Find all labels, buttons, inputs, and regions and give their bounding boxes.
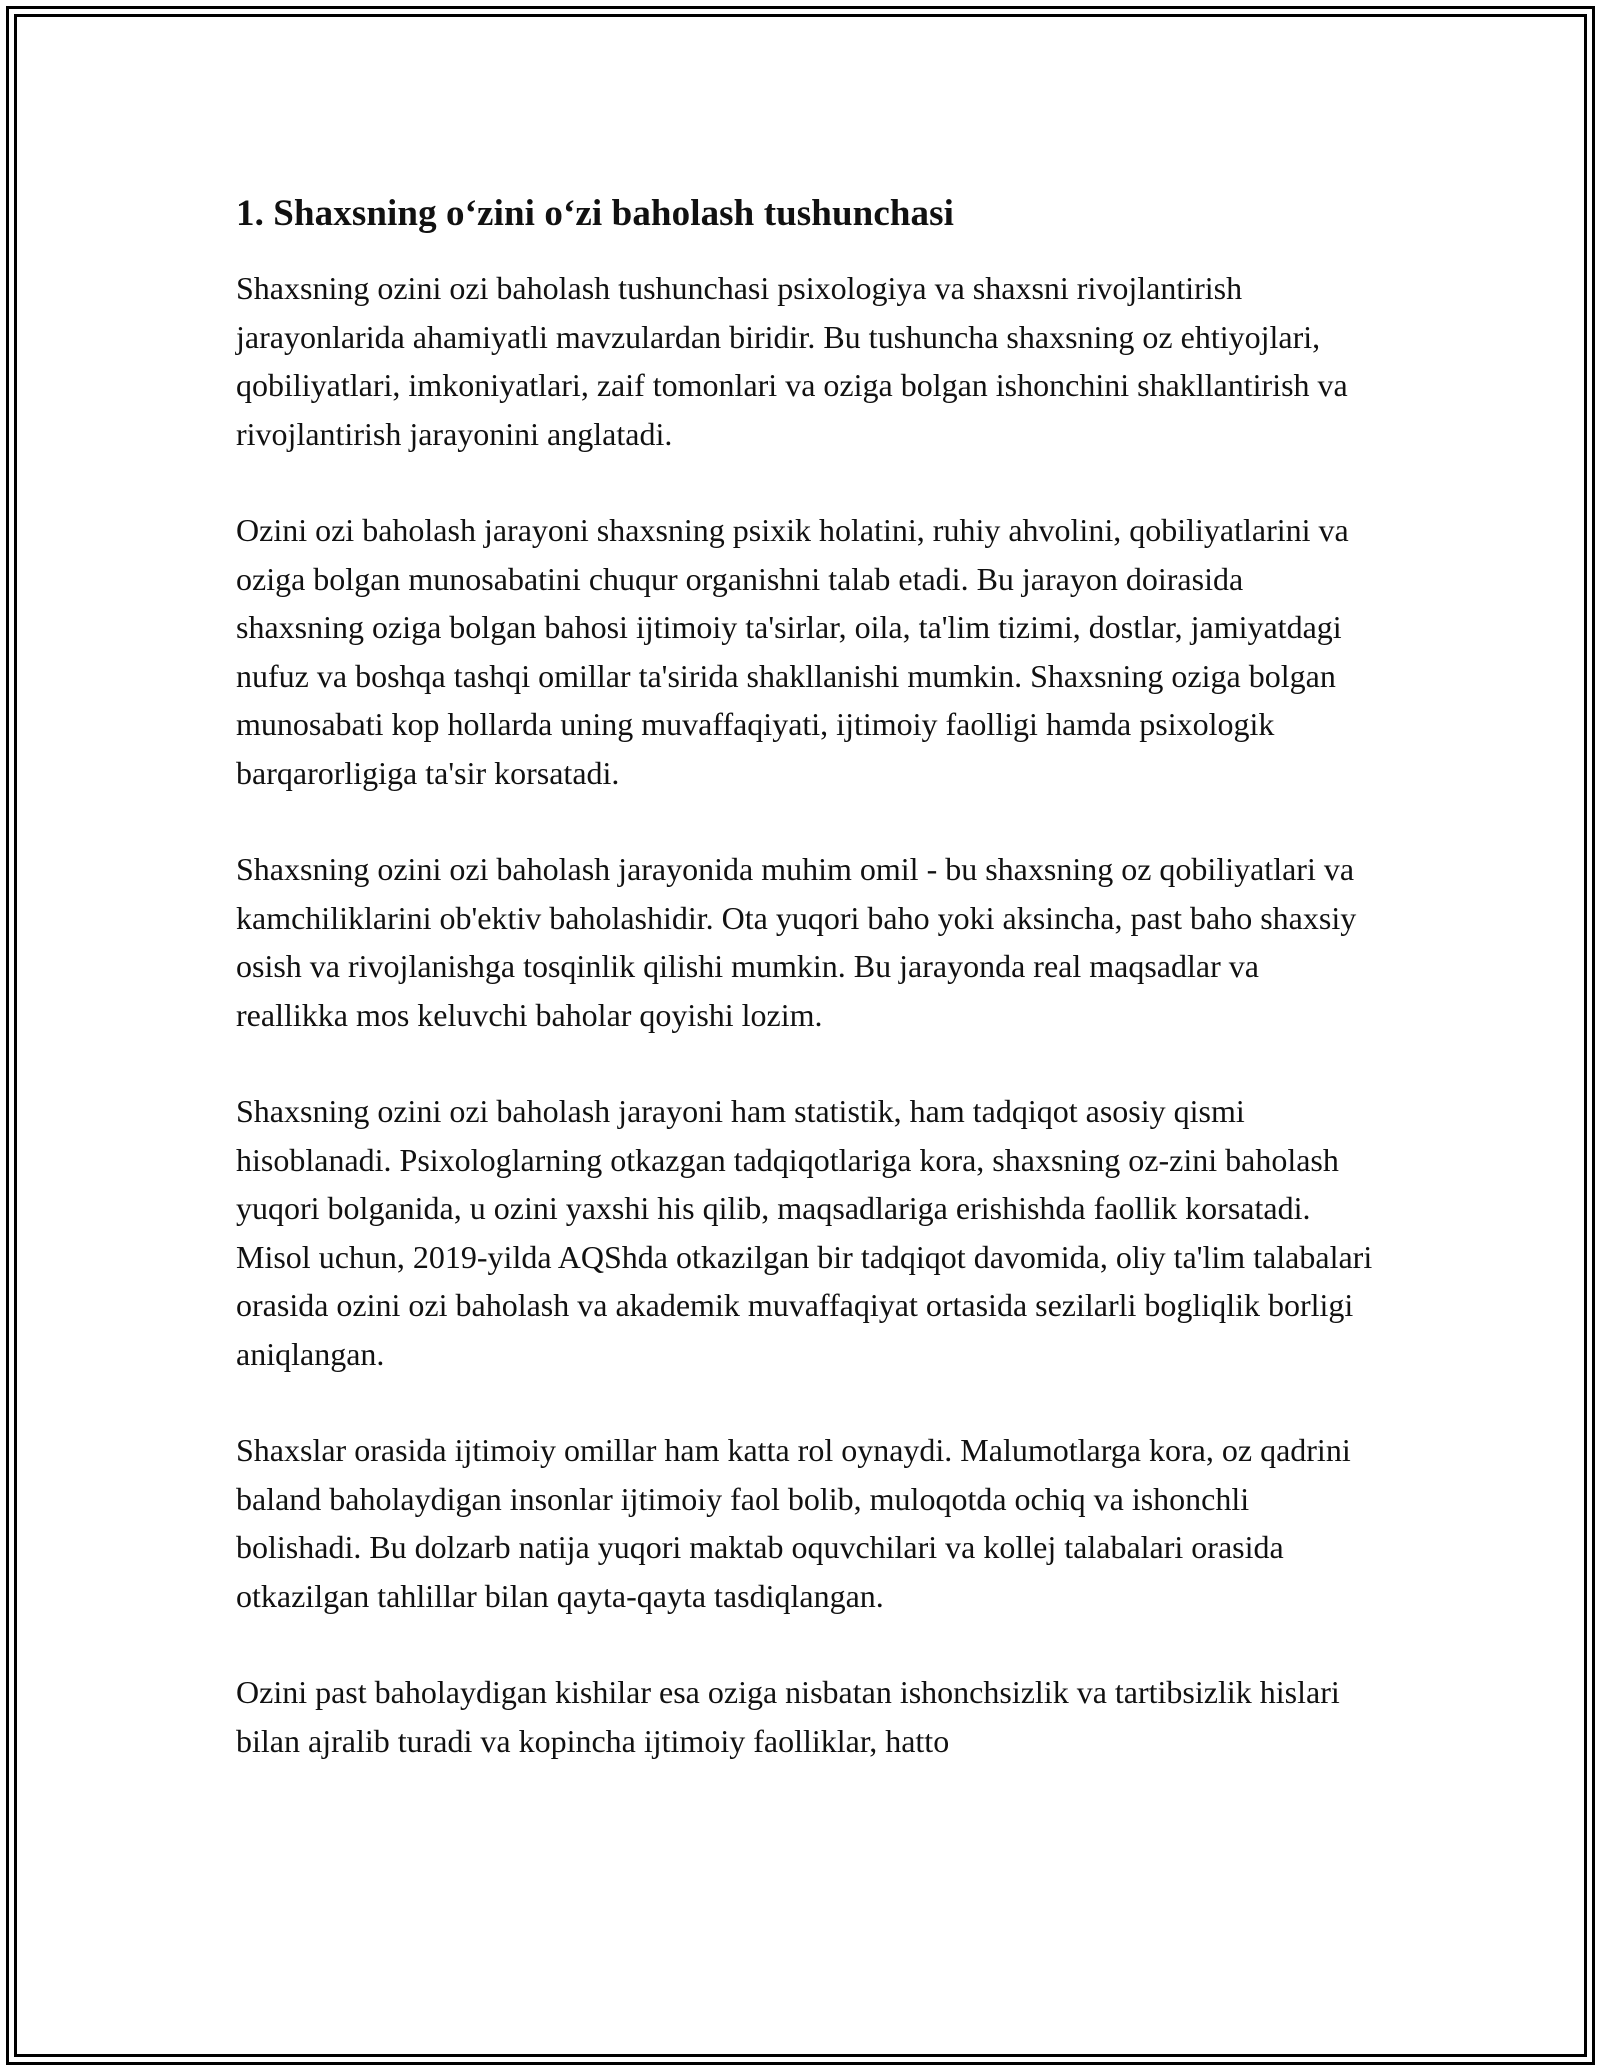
paragraph-3: Shaxsning ozini ozi baholash jarayonida muhim omil - bu shaxsning oz qobiliyatlari va kamchiliklarini ob'ektiv baholashidir. Ota yuqori baho yoki aksincha, past baho shaxsiy osish va rivojlanishga tosqinlik qilishi mumkin. Bu jarayonda real maqsadlar va reallikka mos keluvchi baholar qoyishi lozim. xyxy=(236,851,1357,1033)
paragraph-4: Shaxsning ozini ozi baholash jarayoni ham statistik, ham tadqiqot asosiy qismi hisoblanadi. Psixologlarning otkazgan tadqiqotlariga kora, shaxsning oz-zini baholash yuqori bolganida, u ozini yaxshi his qilib, maqsadlariga erishishda faollik korsatadi. Misol uchun, 2019-yilda AQShda otkazilgan bir tadqiqot davomida, oliy ta'lim talabalari orasida ozini ozi baholash va akademik muvaffaqiyat ortasida sezilarli bogliqlik borligi aniqlangan. xyxy=(236,1093,1373,1372)
section-heading: 1. Shaxsning o‘zini o‘zi baholash tushunchasi xyxy=(236,193,955,234)
document-body xyxy=(236,188,1376,1813)
paragraph-6: Ozini past baholaydigan kishilar esa oziga nisbatan ishonchsizlik va tartibsizlik hislari bilan ajralib turadi va kopincha ijtimoiy faolliklar, hatto xyxy=(236,1674,1340,1759)
paragraph-5: Shaxslar orasida ijtimoiy omillar ham katta rol oynaydi. Malumotlarga kora, oz qadrini baland baholaydigan insonlar ijtimoiy faol bolib, muloqotda ochiq va ishonchli bolishadi. Bu dolzarb natija yuqori maktab oquvchilari va kollej talabalari orasida otkazilgan tahlillar bilan qayta-qayta tasdiqlangan. xyxy=(236,1432,1351,1614)
paragraph-1: Shaxsning ozini ozi baholash tushunchasi psixologiya va shaxsni rivojlantirish jarayonlarida ahamiyatli mavzulardan biridir. Bu tushuncha shaxsning oz ehtiyojlari, qobiliyatlari, imkoniyatlari, zaif tomonlari va oziga bolgan ishonchini shakllantirish va rivojlantirish jarayonini anglatadi. xyxy=(236,270,1348,452)
paragraph-2: Ozini ozi baholash jarayoni shaxsning psixik holatini, ruhiy ahvolini, qobiliyatlarini va oziga bolgan munosabatini chuqur organishni talab etadi. Bu jarayon doirasida shaxsning oziga bolgan bahosi ijtimoiy ta'sirlar, oila, ta'lim tizimi, dostlar, jamiyatdagi nufuz va boshqa tashqi omillar ta'sirida shakllanishi mumkin. Shaxsning oziga bolgan munosabati kop hollarda uning muvaffaqiyati, ijtimoiy faolligi hamda psixologik barqarorligiga ta'sir korsatadi. xyxy=(236,512,1349,791)
